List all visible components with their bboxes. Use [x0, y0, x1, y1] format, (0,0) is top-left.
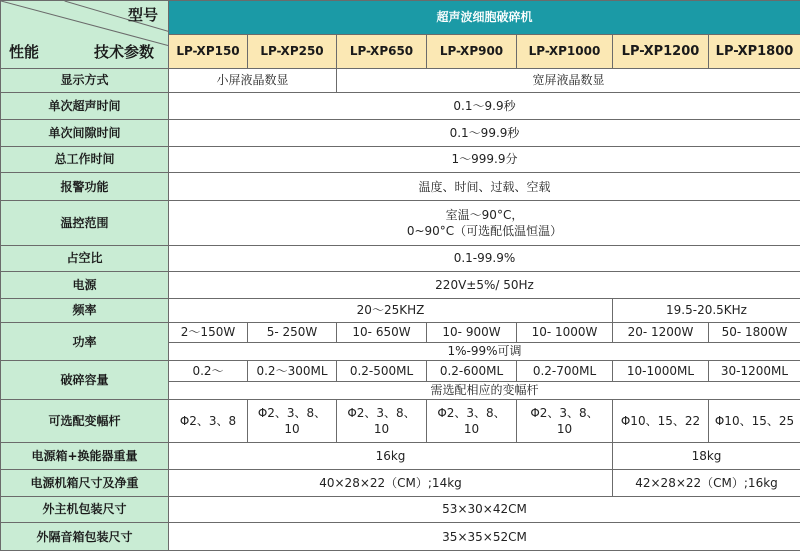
value-total-time: 1～999.9分 — [169, 146, 800, 173]
label-single-ultrasonic: 单次超声时间 — [1, 93, 169, 120]
value-main-pack: 53×30×42CM — [169, 496, 800, 523]
label-alarm: 报警功能 — [1, 173, 169, 201]
label-power-supply: 电源 — [1, 271, 169, 298]
header-corner — [1, 1, 169, 69]
temp-range-line1: 室温～90°C， — [445, 207, 524, 222]
capacity-value: 10-1000ML — [613, 361, 709, 382]
label-power: 功率 — [1, 323, 169, 361]
frequency-high: 19.5-20.5KHz — [613, 298, 800, 323]
label-display: 显示方式 — [1, 68, 169, 93]
label-frequency: 频率 — [1, 298, 169, 323]
power-value: 5- 250W — [248, 323, 337, 342]
label-main-pack: 外主机包装尺寸 — [1, 496, 169, 523]
row-display — [1, 68, 800, 93]
model-lp-xp900: LP-XP900 — [427, 34, 517, 68]
horn-line: 10 — [284, 422, 300, 437]
value-sound-pack: 35×35×52CM — [169, 523, 800, 551]
row-sound-pack — [1, 523, 800, 551]
row-total-time — [1, 146, 800, 173]
model-lp-xp1800: LP-XP1800 — [709, 34, 800, 68]
horn-value: Φ10、15、25 — [709, 400, 800, 443]
capacity-value: 0.2～ — [169, 361, 248, 382]
box-size-high: 42×28×22（CM）;16kg — [613, 469, 800, 496]
horn-line: 10 — [463, 422, 480, 437]
corner-params-label: 技术参数 — [93, 43, 154, 62]
frequency-low: 20～25KHZ — [169, 298, 613, 323]
label-total-time: 总工作时间 — [1, 146, 169, 173]
capacity-value: 30-1200ML — [709, 361, 800, 382]
power-value: 20- 1200W — [613, 323, 709, 342]
row-power-supply — [1, 271, 800, 298]
row-single-ultrasonic — [1, 93, 800, 120]
display-wide: 宽屏液晶数显 — [337, 68, 800, 93]
label-box-size: 电源机箱尺寸及净重 — [1, 469, 169, 496]
value-power-supply: 220V±5%/ 50Hz — [169, 271, 800, 298]
label-capacity: 破碎容量 — [1, 361, 169, 400]
display-small: 小屏液晶数显 — [169, 68, 337, 93]
model-lp-xp650: LP-XP650 — [337, 34, 427, 68]
temp-range-line2: 0~90°C（可选配低温恒温） — [406, 224, 563, 239]
power-value: 50- 1800W — [709, 323, 800, 342]
horn-value — [248, 400, 337, 443]
row-power — [1, 323, 800, 342]
capacity-value: 0.2～300ML — [248, 361, 337, 382]
row-horn — [1, 400, 800, 443]
model-lp-xp1200: LP-XP1200 — [613, 34, 709, 68]
horn-line: Φ2、3、8、 — [530, 405, 599, 420]
value-duty: 0.1-99.9% — [169, 246, 800, 272]
row-frequency — [1, 298, 800, 323]
value-temp-range — [169, 201, 800, 246]
corner-performance-label: 性能 — [9, 43, 40, 62]
horn-line: Φ2、3、8、 — [437, 405, 506, 420]
value-alarm: 温度、时间、过载、空载 — [169, 173, 800, 201]
capacity-value: 0.2-700ML — [517, 361, 613, 382]
box-weight-low: 16kg — [169, 443, 613, 470]
power-adjust-note: 1%-99%可调 — [169, 342, 800, 360]
capacity-note: 需选配相应的变幅杆 — [169, 381, 800, 399]
row-box-size — [1, 469, 800, 496]
label-box-weight: 电源箱+换能器重量 — [1, 443, 169, 470]
power-value: 2～150W — [169, 323, 248, 342]
product-title: 超声波细胞破碎机 — [169, 1, 800, 35]
label-single-interval: 单次间隙时间 — [1, 120, 169, 147]
box-size-low: 40×28×22（CM）;14kg — [169, 469, 613, 496]
horn-value: Φ2、3、8 — [169, 400, 248, 443]
horn-line: 10 — [556, 422, 573, 437]
horn-value — [427, 400, 517, 443]
capacity-value: 0.2-600ML — [427, 361, 517, 382]
row-duty — [1, 246, 800, 272]
row-alarm — [1, 173, 800, 201]
row-capacity — [1, 361, 800, 382]
model-lp-xp250: LP-XP250 — [248, 34, 337, 68]
power-value: 10- 650W — [337, 323, 427, 342]
horn-value — [337, 400, 427, 443]
row-single-interval — [1, 120, 800, 147]
label-sound-pack: 外隔音箱包装尺寸 — [1, 523, 169, 551]
label-duty: 占空比 — [1, 246, 169, 272]
horn-line: 10 — [373, 422, 390, 437]
horn-value: Φ10、15、22 — [613, 400, 709, 443]
value-single-interval: 0.1～99.9秒 — [169, 120, 800, 147]
box-weight-high: 18kg — [613, 443, 800, 470]
capacity-value: 0.2-500ML — [337, 361, 427, 382]
horn-value — [517, 400, 613, 443]
row-temp-range — [1, 201, 800, 246]
model-lp-xp150: LP-XP150 — [169, 34, 248, 68]
label-horn: 可选配变幅杆 — [1, 400, 169, 443]
value-single-ultrasonic: 0.1～9.9秒 — [169, 93, 800, 120]
horn-line: Φ2、3、8、 — [257, 405, 327, 420]
power-value: 10- 900W — [427, 323, 517, 342]
horn-line: Φ2、3、8、 — [347, 405, 416, 420]
power-value: 10- 1000W — [517, 323, 613, 342]
corner-model-label: 型号 — [127, 6, 158, 24]
row-box-weight — [1, 443, 800, 470]
row-main-pack — [1, 496, 800, 523]
label-temp-range: 温控范围 — [1, 201, 169, 246]
model-lp-xp1000: LP-XP1000 — [517, 34, 613, 68]
